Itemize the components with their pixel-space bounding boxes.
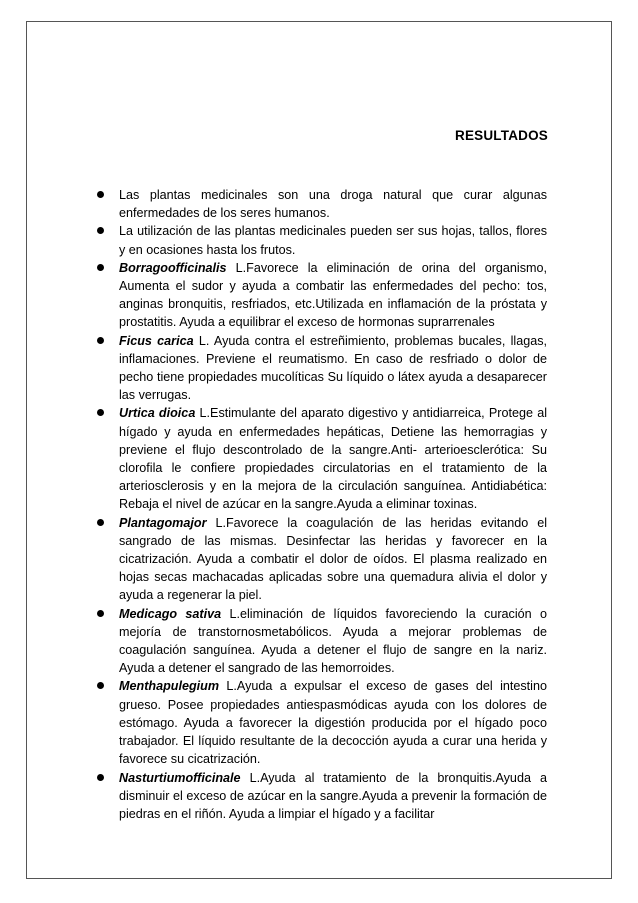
list-item [119,605,547,678]
bullet-icon [97,337,104,344]
species-name: Medicago sativa [119,606,222,621]
item-text: L.eliminación de líquidos favoreciendo la curación o mejoría de transtornosmetabólicos. Ayuda a mejorar problemas de coagulación sanguínea. Ayuda a detener el flujo de sangre en la nariz. Ayuda a detener el sangrado de las hemorroides. [119,606,547,676]
species-name: Borragoofficinalis [119,260,227,275]
item-text: La utilización de las plantas medicinales pueden ser sus hojas, tallos, flores y en ocasiones hasta los frutos. [119,224,547,257]
bullet-icon [97,191,104,198]
species-name: Plantagomajor [119,515,207,530]
list-item [119,186,547,222]
item-text: L. Ayuda contra el estreñimiento, problemas bucales, llagas, inflamaciones. Previene el reumatismo. En caso de resfriado o dolor de pecho tiene propiedades mucolíticas Su líquido o látex ayuda a desaparecer las verrugas. [119,333,547,403]
item-text: L.Ayuda al tratamiento de la bronquitis.Ayuda a disminuir el exceso de azúcar en la sangre.Ayuda a prevenir la formación de piedras en el riñón. Ayuda a limpiar el hígado y a facilitar [119,770,547,821]
item-text: L.Favorece la coagulación de las heridas evitando el sangrado de las mismas. Desinfectar las heridas y favorecer en la cicatrización. Ayuda a combatir el dolor de oídos. El plasma realizado en hojas secas machacadas aplicadas sobre una quemadura alivia el dolor y ayuda a regenerar la piel. [119,515,547,603]
list-item [119,259,547,332]
item-text: L.Estimulante del aparato digestivo y antidiarreica, Protege al hígado y ayuda en enfermedades hepáticas, Detiene las hemorragias y previene el flujo descontrolado de la sangre.Anti- arterioesclerótica: Su clorofila le confiere propiedades circulatorias en el tratamiento de la arteriosclerosis y en la mejora de la circulación sanguínea. Antidiabética: Rebaja el nivel de azúcar en la sangre.Ayuda a eliminar toxinas. [119,406,547,512]
item-text: L.Ayuda a expulsar el exceso de gases del intestino grueso. Posee propiedades antiespasmódicas ayuda con los dolores de estómago. Ayuda a favorecer la digestión producida por el hígado poco trabajador. El líquido resultante de la decocción ayuda a curar una herida y favorece su cicatrización. [119,679,547,767]
species-name: Urtica dioica [119,406,196,421]
bullet-icon [97,519,104,526]
item-text: L.Favorece la eliminación de orina del organismo, Aumenta el sudor y ayuda a combatir las enfermedades del pecho: tos, anginas bronquitis, resfriados, etc.Utilizada en inflamación de la próstata y prostatitis. Ayuda a equilibrar el exceso de hormonas suprarrenales [119,260,547,330]
species-name: Ficus carica [119,333,194,348]
bullet-icon [97,264,104,271]
list-item [119,769,547,824]
list-item [119,332,547,405]
species-name: Nasturtiumofficinale [119,770,241,785]
list-item [119,404,547,513]
list-item [119,514,547,605]
bullet-icon [97,610,104,617]
list-item [119,222,547,258]
results-list [119,186,547,823]
section-heading: RESULTADOS [455,128,548,143]
list-item [119,677,547,768]
bullet-icon [97,774,104,781]
item-text: Las plantas medicinales son una droga natural que curar algunas enfermedades de los seres humanos. [119,188,547,221]
species-name: Menthapulegium [119,679,220,694]
